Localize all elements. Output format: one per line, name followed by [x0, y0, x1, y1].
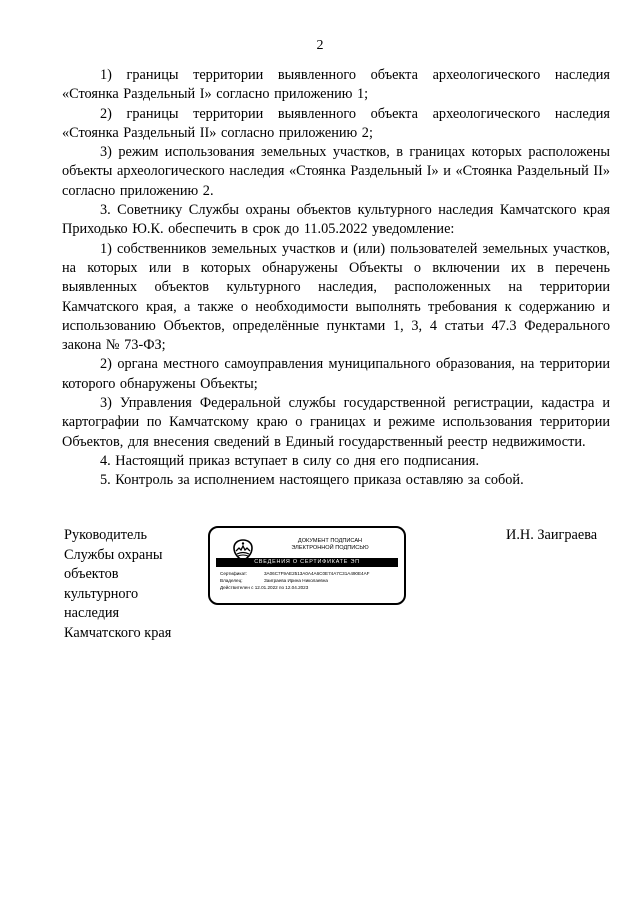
- paragraph-4: 3. Советнику Службы охраны объектов культурного наследия Камчатского края Приходько Ю.К. обеспечить в срок до 11.05.2022 уведомление:: [62, 202, 610, 238]
- signer-title: [64, 526, 214, 644]
- signer-title-line: объектов: [64, 566, 119, 583]
- stamp-row-key: Сертификат:: [220, 571, 248, 576]
- signer-title-line: культурного: [64, 585, 139, 602]
- stamp-row-key: Владелец:: [220, 578, 243, 583]
- signer-title-line: Службы охраны: [64, 546, 163, 563]
- paragraph-8: 4. Настоящий приказ вступает в силу со дня его подписания.: [100, 452, 480, 469]
- paragraph-2: 2) границы территории выявленного объекта археологического наследия «Стоянка Раздельный II» согласно приложению 2;: [62, 105, 610, 141]
- page-number: 2: [316, 38, 324, 53]
- signer-name: И.Н. Заиграева: [506, 527, 598, 543]
- stamp-row-validity: [220, 585, 398, 591]
- stamp-row-value: Заиграева Ирина Николаевна: [264, 578, 328, 583]
- stamp-header: [270, 538, 390, 552]
- paragraph-7: 3) Управления Федеральной службы государственной регистрации, кадастра и картографии по Камчатскому краю о границах и режиме использования территории Объектов, для внесения сведений в Единый государственный реестр недвижимости.: [62, 395, 610, 450]
- signer-title-line: наследия: [64, 605, 120, 622]
- stamp-certificate-band: СВЕДЕНИЯ О СЕРТИФИКАТЕ ЭП: [216, 558, 398, 567]
- paragraph-3: 3) режим использования земельных участков, в границах которых расположены объекты археологического наследия «Стоянка Раздельный I» и «Стоянка Раздельный II» согласно приложению 2.: [62, 144, 610, 199]
- paragraph-5: 1) собственников земельных участков и (или) пользователей земельных участков, на которых или в которых обнаружены Объекты о включении их в перечень выявленных объектов культурного наследия, расположенных на территории Камчатского края, а также о необходимости выполнять требования к содержанию и использованию Объектов, определённые пунктами 1, 3, 4 статьи 47.3 Федерального закона № 73-ФЗ;: [62, 240, 610, 354]
- stamp-header-line-1: ДОКУМЕНТ ПОДПИСАН: [297, 538, 363, 544]
- stamp-row-value: 3A06C7F9AE2513A0A4A6C0E74A7C31A490E4AF: [264, 571, 370, 576]
- signer-title-line: Руководитель: [64, 527, 148, 543]
- stamp-row-key: Действителен с 12.01.2022 по 12.04.2023: [220, 585, 309, 590]
- stamp-row-certificate: [220, 571, 398, 577]
- signer-title-line: Камчатского края: [64, 624, 172, 641]
- electronic-signature-stamp: [208, 526, 406, 605]
- order-body: [62, 66, 610, 491]
- paragraph-1: 1) границы территории выявленного объекта археологического наследия «Стоянка Раздельный I» согласно приложению 1;: [62, 67, 610, 103]
- paragraph-6: 2) органа местного самоуправления муниципального образования, на территории которого обнаружены Объекты;: [62, 356, 610, 392]
- stamp-row-owner: [220, 578, 398, 584]
- paragraph-9: 5. Контроль за исполнением настоящего приказа оставляю за собой.: [100, 472, 524, 489]
- stamp-header-line-2: ЭЛЕКТРОННОЙ ПОДПИСЬЮ: [291, 545, 369, 551]
